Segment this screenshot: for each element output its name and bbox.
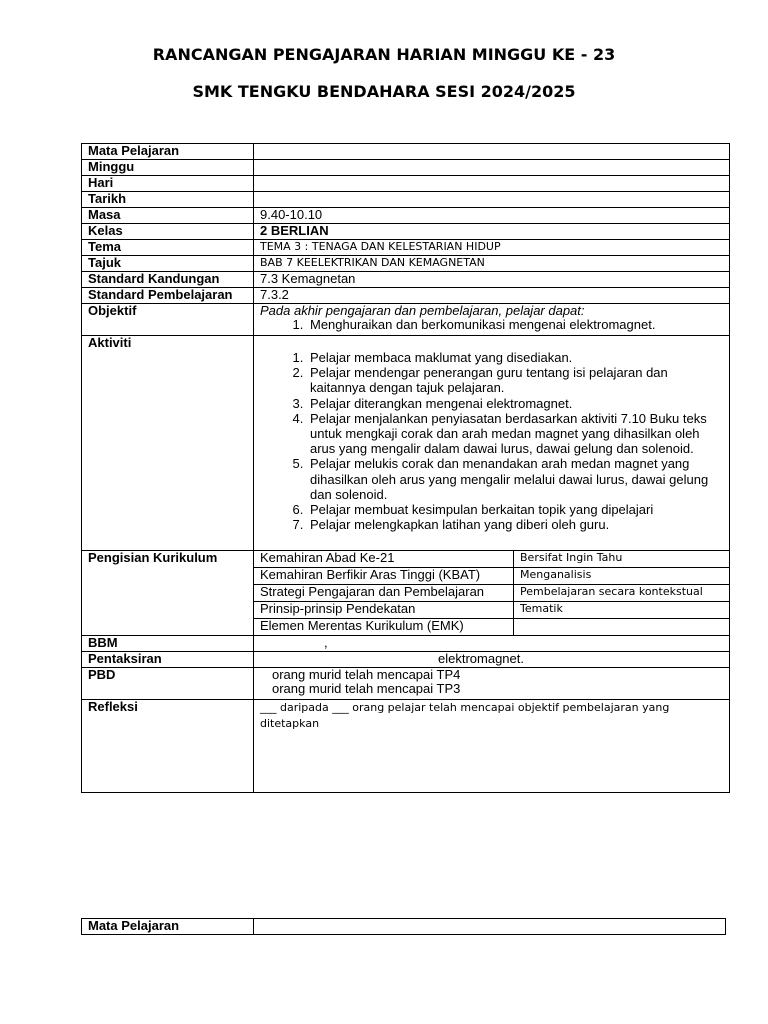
pbd-line-tp4: orang murid telah mencapai TP4 bbox=[272, 667, 461, 682]
label-pbd: PBD bbox=[82, 668, 254, 700]
label-bbm: BBM bbox=[82, 636, 254, 652]
aktiviti-item: 2. Pelajar mendengar penerangan guru tentang isi pelajaran dan kaitannya dengan tajuk pelajaran. bbox=[307, 365, 725, 395]
value-aktiviti bbox=[254, 336, 730, 551]
row-refleksi bbox=[82, 700, 730, 793]
label-aktiviti: Aktiviti bbox=[82, 336, 254, 551]
aktiviti-list bbox=[260, 350, 725, 532]
value-objektif bbox=[254, 304, 730, 336]
aktiviti-item: 7. Pelajar melengkapkan latihan yang diberi oleh guru. bbox=[307, 517, 725, 532]
aktiviti-item: 5. Pelajar melukis corak dan menandakan arah medan magnet yang dihasilkan oleh arus yang mengalir melalui dawai lurus, dawai gelung dan solenoid. bbox=[307, 456, 725, 502]
value-mata-pelajaran bbox=[254, 144, 730, 160]
label-kelas: Kelas bbox=[82, 224, 254, 240]
value-standard-pembelajaran: 7.3.2 bbox=[254, 288, 730, 304]
pengisian-row bbox=[254, 619, 729, 636]
pengisian-key: Elemen Merentas Kurikulum (EMK) bbox=[254, 619, 514, 636]
row-pbd bbox=[82, 668, 730, 700]
pengisian-subtable bbox=[254, 551, 729, 635]
label-tajuk: Tajuk bbox=[82, 256, 254, 272]
row-objektif bbox=[82, 304, 730, 336]
label-pentaksiran: Pentaksiran bbox=[82, 652, 254, 668]
aktiviti-item: 6. Pelajar membuat kesimpulan berkaitan topik yang dipelajari bbox=[307, 502, 725, 517]
value-pengisian-kurikulum bbox=[254, 551, 730, 636]
next-lesson-table bbox=[81, 918, 726, 935]
pengisian-value: Bersifat Ingin Tahu bbox=[514, 551, 730, 568]
value-masa: 9.40-10.10 bbox=[254, 208, 730, 224]
label-masa: Masa bbox=[82, 208, 254, 224]
pengisian-value: Tematik bbox=[514, 602, 730, 619]
value-refleksi: ___ daripada ___ orang pelajar telah mencapai objektif pembelajaran yang ditetapkan bbox=[254, 700, 730, 793]
row-standard-pembelajaran bbox=[82, 288, 730, 304]
row-hari bbox=[82, 176, 730, 192]
value-mata-pelajaran-2 bbox=[254, 919, 726, 935]
row-pengisian-kurikulum bbox=[82, 551, 730, 636]
row-aktiviti bbox=[82, 336, 730, 551]
label-mata-pelajaran-2: Mata Pelajaran bbox=[82, 919, 254, 935]
row-mata-pelajaran-2 bbox=[82, 919, 726, 935]
value-tajuk: BAB 7 KEELEKTRIKAN DAN KEMAGNETAN bbox=[254, 256, 730, 272]
row-masa bbox=[82, 208, 730, 224]
label-mata-pelajaran: Mata Pelajaran bbox=[82, 144, 254, 160]
value-hari bbox=[254, 176, 730, 192]
pengisian-key: Prinsip-prinsip Pendekatan bbox=[254, 602, 514, 619]
row-pentaksiran bbox=[82, 652, 730, 668]
value-tarikh bbox=[254, 192, 730, 208]
pengisian-row bbox=[254, 585, 729, 602]
row-mata-pelajaran bbox=[82, 144, 730, 160]
label-standard-kandungan: Standard Kandungan bbox=[82, 272, 254, 288]
value-standard-kandungan: 7.3 Kemagnetan bbox=[254, 272, 730, 288]
objektif-list bbox=[260, 318, 725, 332]
pbd-line-tp3: orang murid telah mencapai TP3 bbox=[272, 681, 461, 696]
pengisian-value: Pembelajaran secara kontekstual bbox=[514, 585, 730, 602]
aktiviti-item: 1. Pelajar membaca maklumat yang disediakan. bbox=[307, 350, 725, 365]
school-session-title: SMK TENGKU BENDAHARA SESI 2024/2025 bbox=[192, 82, 576, 101]
page-title: RANCANGAN PENGAJARAN HARIAN MINGGU KE - 23 bbox=[152, 45, 616, 64]
value-tema: TEMA 3 : TENAGA DAN KELESTARIAN HIDUP bbox=[254, 240, 730, 256]
label-refleksi: Refleksi bbox=[82, 700, 254, 793]
value-pentaksiran: elektromagnet. bbox=[254, 652, 730, 668]
pengisian-key: Kemahiran Berfikir Aras Tinggi (KBAT) bbox=[254, 568, 514, 585]
row-tema bbox=[82, 240, 730, 256]
value-pbd bbox=[254, 668, 730, 700]
pengisian-key: Kemahiran Abad Ke-21 bbox=[254, 551, 514, 568]
label-standard-pembelajaran: Standard Pembelajaran bbox=[82, 288, 254, 304]
objektif-item: 1. Menghuraikan dan berkomunikasi mengenai elektromagnet. bbox=[307, 318, 725, 332]
value-kelas: 2 BERLIAN bbox=[254, 224, 730, 240]
row-standard-kandungan bbox=[82, 272, 730, 288]
label-objektif: Objektif bbox=[82, 304, 254, 336]
label-hari: Hari bbox=[82, 176, 254, 192]
row-tajuk bbox=[82, 256, 730, 272]
label-pengisian-kurikulum: Pengisian Kurikulum bbox=[82, 551, 254, 636]
label-tarikh: Tarikh bbox=[82, 192, 254, 208]
pengisian-value bbox=[514, 619, 730, 636]
pengisian-row bbox=[254, 602, 729, 619]
row-bbm bbox=[82, 636, 730, 652]
row-minggu bbox=[82, 160, 730, 176]
value-bbm: , bbox=[254, 636, 730, 652]
lesson-plan-table bbox=[81, 143, 730, 793]
value-minggu bbox=[254, 160, 730, 176]
pengisian-value: Menganalisis bbox=[514, 568, 730, 585]
row-kelas bbox=[82, 224, 730, 240]
label-tema: Tema bbox=[82, 240, 254, 256]
aktiviti-item: 3. Pelajar diterangkan mengenai elektromagnet. bbox=[307, 396, 725, 411]
pengisian-row bbox=[254, 568, 729, 585]
label-minggu: Minggu bbox=[82, 160, 254, 176]
pengisian-row bbox=[254, 551, 729, 568]
pengisian-key: Strategi Pengajaran dan Pembelajaran bbox=[254, 585, 514, 602]
row-tarikh bbox=[82, 192, 730, 208]
objektif-intro: Pada akhir pengajaran dan pembelajaran, pelajar dapat: bbox=[260, 303, 585, 318]
aktiviti-item: 4. Pelajar menjalankan penyiasatan berdasarkan aktiviti 7.10 Buku teks untuk mengkaji corak dan arah medan magnet yang dihasilkan oleh arus yang mengalir dalam dawai lurus, dawai gelung dan solenoid. bbox=[307, 411, 725, 457]
